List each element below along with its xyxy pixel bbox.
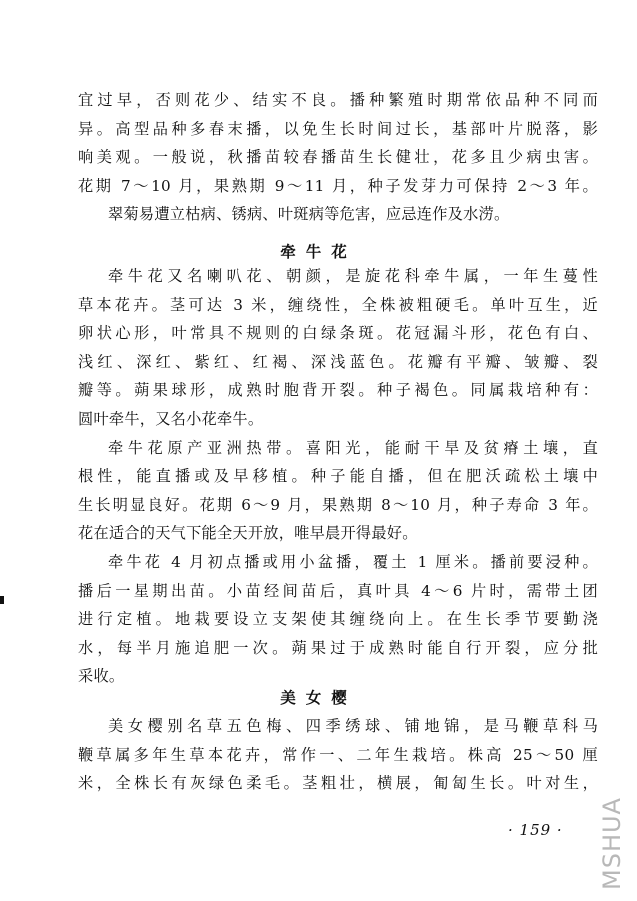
intro-line-1: 宜过早，否则花少、结实不良。播种繁殖时期常依品种不同而 [78, 91, 598, 109]
verbena-paragraphs [78, 712, 598, 798]
mg-line-12: 播后一星期出苗。小苗经间苗后，真叶具 4～6 片时，需带土团 [78, 581, 598, 600]
scan-margin-mark [0, 596, 4, 604]
verbena-line-1: 美女樱别名草五色梅、四季绣球、铺地锦，是马鞭草科马 [108, 717, 598, 735]
mg-line-9: 生长明显良好。花期 6～9 月，果熟期 8～10 月，种子寿命 3 年。 [78, 495, 598, 514]
section-heading-morning-glory: 牵牛花 [280, 243, 357, 261]
mg-line-4: 浅红、深红、紫红、红褐、深浅蓝色。花瓣有平瓣、皱瓣、裂 [78, 352, 598, 371]
intro-line-3: 响美观。一般说，秋播苗较春播苗生长健壮，花多且少病虫害。 [78, 148, 598, 167]
section-heading-verbena: 美女樱 [280, 689, 357, 707]
mg-line-7: 牵牛花原产亚洲热带。喜阳光，能耐干旱及贫瘠土壤，直 [108, 438, 598, 457]
verbena-line-3: 米，全株长有灰绿色柔毛。茎粗壮，横展，匍匐生长。叶对生， [78, 774, 598, 793]
mg-line-15: 采收。 [78, 667, 125, 686]
intro-line-5: 翠菊易遭立枯病、锈病、叶斑病等危害，应忌连作及水涝。 [108, 205, 510, 224]
mg-line-13: 进行定植。地栽要设立支架使其缠绕向上。在生长季节要勤浇 [78, 610, 598, 629]
mg-line-6: 圆叶牵牛，又名小花牵牛。 [78, 409, 264, 428]
verbena-line-2: 鞭草属多年生草本花卉，常作一、二年生栽培。株高 25～50 厘 [78, 745, 598, 764]
intro-line-4: 花期 7～10 月，果熟期 9～11 月，种子发芽力可保持 2～3 年。 [78, 176, 598, 195]
mg-line-11: 牵牛花 4 月初点播或用小盆播，覆土 1 厘米。播前要浸种。 [108, 552, 598, 571]
mg-line-14: 水，每半月施追肥一次。蒴果过于成熟时能自行开裂，应分批 [78, 638, 598, 657]
watermark: MSHUA [598, 797, 626, 890]
morning-glory-paragraphs [78, 262, 598, 691]
mg-line-5: 瓣等。蒴果球形，成熟时胞背开裂。种子褐色。同属栽培种有： [78, 381, 598, 400]
mg-line-8: 根性，能直播或及早移植。种子能自播，但在肥沃疏松土壤中 [78, 467, 598, 486]
mg-line-1: 牵牛花又名喇叭花、朝颜，是旋花科牵牛属，一年生蔓性 [108, 267, 598, 285]
intro-line-2: 异。高型品种多春末播，以免生长时间过长，基部叶片脱落，影 [78, 119, 598, 138]
mg-line-2: 草本花卉。茎可达 3 米，缠绕性，全株被粗硬毛。单叶互生，近 [78, 295, 598, 314]
intro-paragraphs [78, 86, 598, 229]
page-number: · 159 · [508, 821, 563, 839]
mg-line-3: 卵状心形，叶常具不规则的白绿条斑。花冠漏斗形，花色有白、 [78, 324, 598, 343]
mg-line-10: 花在适合的天气下能全天开放，唯早晨开得最好。 [78, 524, 418, 543]
